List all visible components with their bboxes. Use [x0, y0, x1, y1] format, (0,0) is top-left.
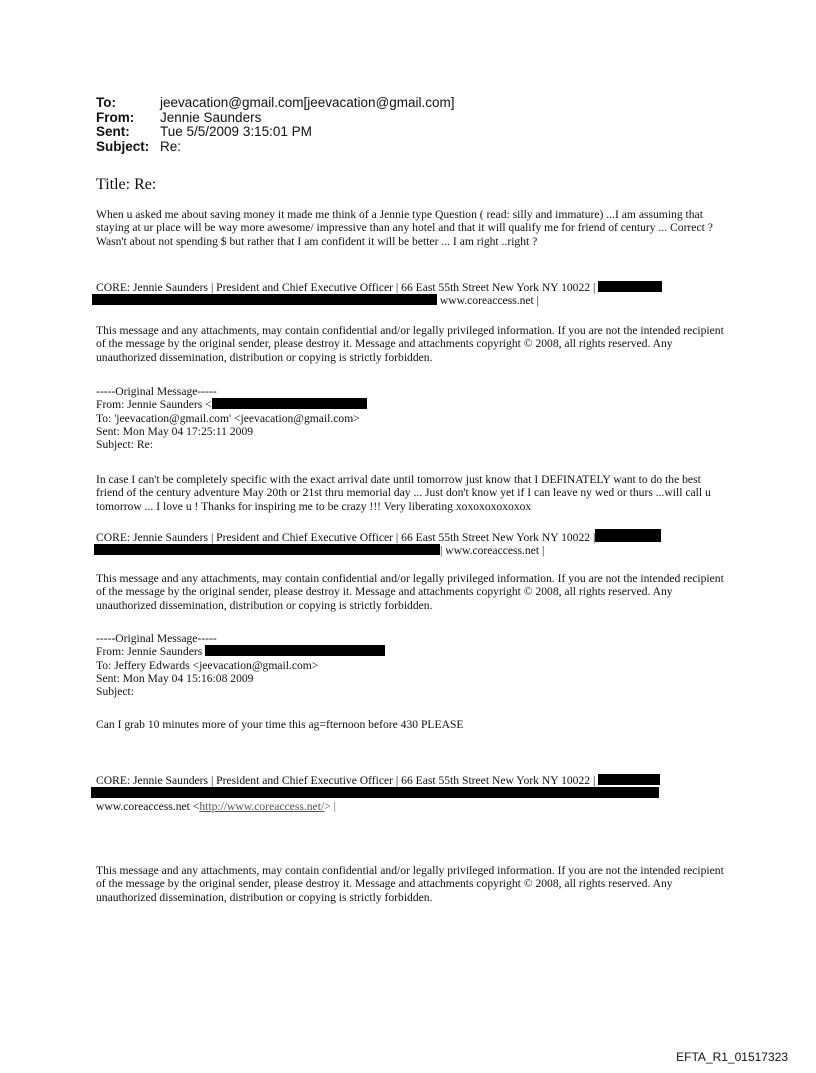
sent-label: Sent:: [96, 124, 130, 139]
redaction-bar: [94, 544, 440, 555]
signature-3-suffix: > |: [324, 800, 336, 814]
disclaimer-2: This message and any attachments, may contain confidential and/or legally privileged information. If you are not the intended recipient of the message by the original sender, please destroy it. Message and attachments copyright © 2008, all rights reserved. Any unauthorized dissemination, distribution or copying is strictly forbidden.: [96, 572, 724, 612]
website-link[interactable]: http://www.coreaccess.net/: [199, 800, 325, 814]
subject-label: Subject:: [96, 138, 150, 154]
redaction-bar: [205, 645, 385, 656]
from-value: Jennie Saunders: [160, 109, 262, 125]
page-title: Title: Re:: [96, 176, 157, 193]
to-value: jeevacation@gmail.com[jeevacation@gmail.com]: [160, 95, 455, 110]
signature-1-website: www.coreaccess.net |: [437, 294, 539, 308]
message-body-3: Can I grab 10 minutes more of your time this ag=fternoon before 430 PLEASE: [96, 718, 464, 731]
to-label: To:: [96, 95, 116, 110]
redaction-bar: [595, 529, 661, 542]
redaction-bar: [598, 774, 660, 785]
original-message-marker: -----Original Message-----: [96, 632, 217, 645]
redaction-bar: [92, 294, 437, 305]
subject-value: Re:: [160, 138, 182, 154]
orig-to: To: Jeffery Edwards <jeevacation@gmail.com>: [96, 658, 319, 672]
orig-sent: Sent: Mon May 04 15:16:08 2009: [96, 671, 254, 685]
signature-3-line: CORE: Jennie Saunders | President and Chief Executive Officer | 66 East 55th Street New York NY 10022 |: [96, 774, 599, 787]
signature-3-website: www.coreaccess.net <: [96, 800, 200, 814]
disclaimer-1: This message and any attachments, may contain confidential and/or legally privileged information. If you are not the intended recipient of the message by the original sender, please destroy it. Message and attachments copyright © 2008, all rights reserved. Any unauthorized dissemination, distribution or copying is strictly forbidden.: [96, 324, 724, 364]
redaction-bar: [91, 787, 659, 798]
original-message-marker: -----Original Message-----: [96, 385, 217, 398]
orig-from: From: Jennie Saunders <: [96, 398, 212, 412]
signature-3: [96, 774, 736, 814]
signature-2-website: | www.coreaccess.net |: [440, 544, 545, 558]
message-body-2: In case I can't be completely specific with the exact arrival date until tomorrow just know that I DEFINATELY want to do the best friend of the century adventure May 20th or 21st thru memorial day ... Just don't know yet if I can leave ny wed or thurs ...will call u tomorrow ... I love u ! Thanks for inspiring me to be crazy !!! Very liberating xoxoxoxoxoxox: [96, 473, 711, 513]
orig-subject: Subject: Re:: [96, 438, 153, 452]
email-header: [96, 96, 455, 154]
from-label: From:: [96, 109, 135, 125]
signature-2-line: CORE: Jennie Saunders | President and Chief Executive Officer | 66 East 55th Street New York NY 10022 |: [96, 531, 596, 544]
document-id: EFTA_R1_01517323: [676, 1050, 788, 1064]
redaction-bar: [212, 398, 367, 409]
orig-from: From: Jennie Saunders: [96, 645, 206, 659]
original-message-3: [96, 632, 721, 698]
signature-1-line: CORE: Jennie Saunders | President and Chief Executive Officer | 66 East 55th Street New York NY 10022 |: [96, 281, 599, 294]
message-body-1: When u asked me about saving money it made me think of a Jennie type Question ( read: silly and immature) ...I am assuming that staying at ur place will be way more awesome/ impressive than any hotel and that it will qualify me for friend of century ... Correct ? Wasn't about not spending $ but rather that I am confident it will be better ... I am right ..right ?: [96, 208, 713, 248]
redaction-bar: [598, 281, 662, 292]
orig-to: To: 'jeevacation@gmail.com' <jeevacation@gmail.com>: [96, 411, 360, 425]
orig-sent: Sent: Mon May 04 17:25:11 2009: [96, 424, 254, 438]
sent-value: Tue 5/5/2009 3:15:01 PM: [160, 124, 312, 139]
disclaimer-3: This message and any attachments, may contain confidential and/or legally privileged information. If you are not the intended recipient of the message by the original sender, please destroy it. Message and attachments copyright © 2008, all rights reserved. Any unauthorized dissemination, distribution or copying is strictly forbidden.: [96, 864, 724, 904]
signature-1: [96, 281, 736, 308]
original-message-2: [96, 385, 721, 451]
signature-2: [96, 529, 736, 558]
orig-subject: Subject:: [96, 685, 134, 699]
